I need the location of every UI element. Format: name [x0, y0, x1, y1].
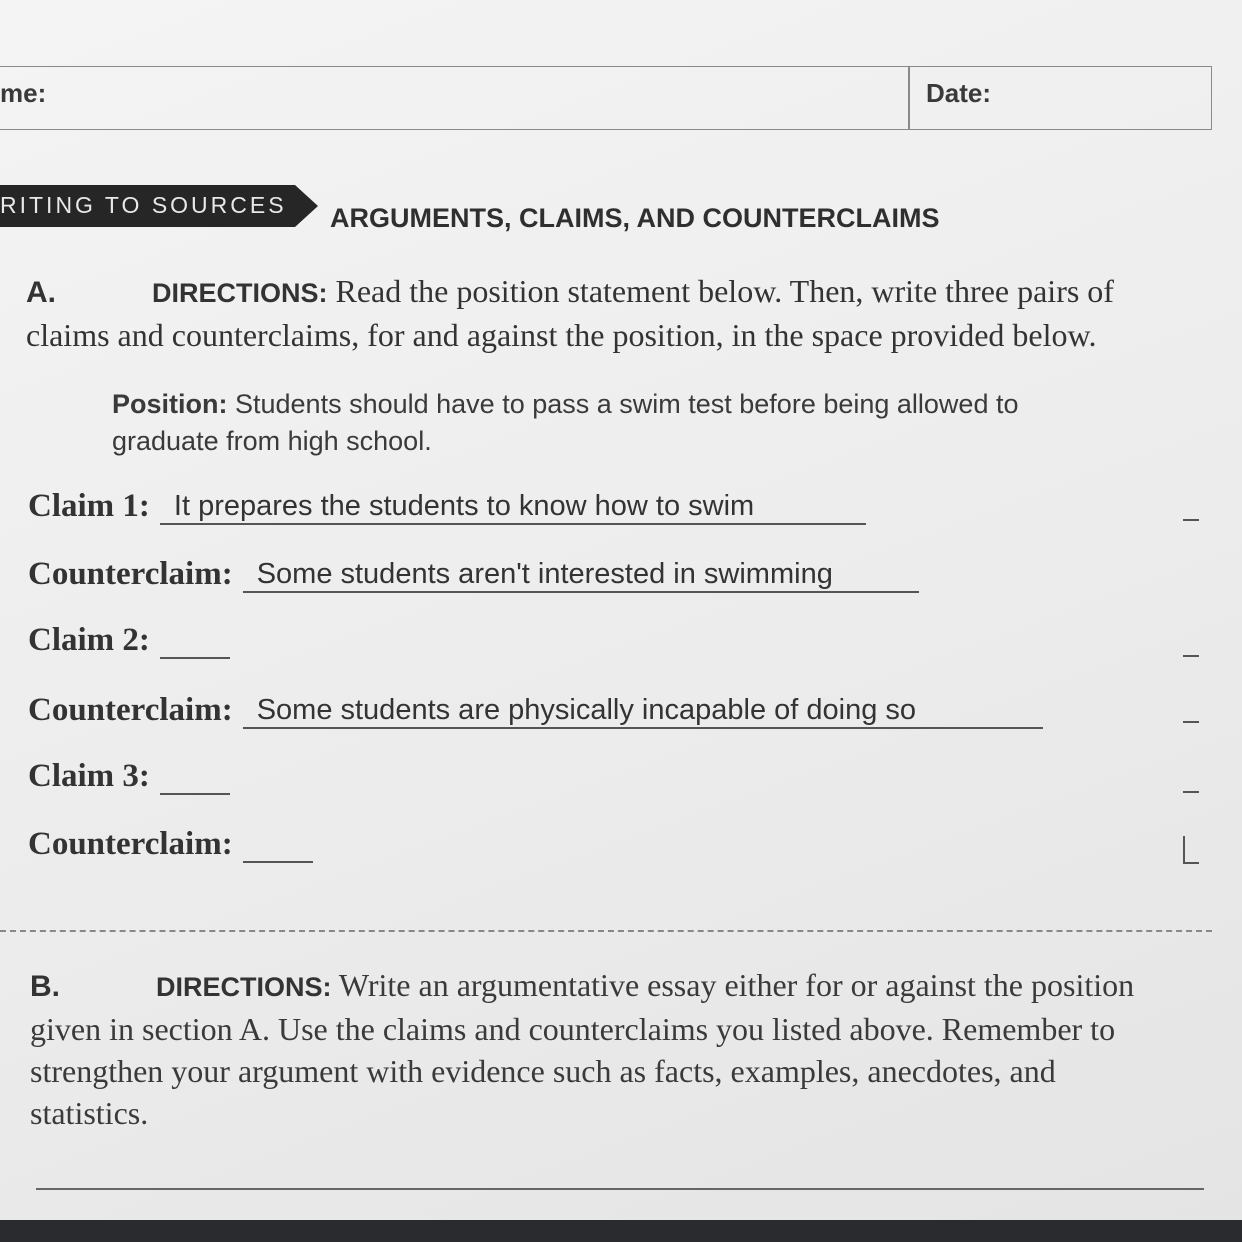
claim-1-answer[interactable]: It prepares the students to know how to swim — [160, 489, 866, 525]
counterclaim-3-row — [28, 826, 313, 866]
name-label: me: — [0, 78, 47, 108]
section-b-directions — [30, 964, 1210, 1134]
position-statement — [112, 386, 1112, 460]
section-b-line1: Write an argumentative essay either for or against the position — [331, 967, 1135, 1003]
section-a-directions — [26, 270, 1206, 356]
claim-2-row — [28, 622, 230, 662]
claim-3-label: Claim 3: — [28, 758, 150, 794]
position-line2: graduate from high school. — [112, 426, 432, 456]
counterclaim-2-label: Counterclaim: — [28, 692, 233, 728]
claim-1-row — [28, 488, 866, 528]
counterclaim-1-answer[interactable]: Some students aren't interested in swimming — [243, 557, 919, 593]
margin-tick — [1183, 655, 1199, 657]
section-a-line2: claims and counterclaims, for and against the position, in the space provided below. — [26, 317, 1097, 353]
claim-2-label: Claim 2: — [28, 622, 150, 658]
date-label: Date: — [926, 78, 992, 108]
section-b-line2: given in section A. Use the claims and counterclaims you listed above. Remember to — [30, 1011, 1116, 1047]
section-a-letter: A. — [26, 276, 56, 309]
position-line1: Students should have to pass a swim test before being allowed to — [227, 389, 1019, 419]
section-a-line1: Read the position statement below. Then, write three pairs of — [327, 273, 1114, 309]
essay-line[interactable] — [36, 1188, 1204, 1190]
section-a-directions-label: DIRECTIONS: — [152, 278, 328, 308]
claim-1-label: Claim 1: — [28, 488, 150, 524]
margin-bracket — [1183, 836, 1185, 864]
header-divider — [908, 66, 910, 130]
worksheet-title: ARGUMENTS, CLAIMS, AND COUNTERCLAIMS — [330, 203, 940, 233]
section-b-line3: strengthen your argument with evidence such as facts, examples, anecdotes, and — [30, 1053, 1056, 1089]
monitor-bezel — [0, 1220, 1242, 1242]
counterclaim-3-answer[interactable] — [243, 827, 313, 863]
position-label: Position: — [112, 389, 228, 419]
margin-bracket — [1183, 862, 1199, 864]
claim-2-answer[interactable] — [160, 623, 230, 659]
margin-tick — [1183, 721, 1199, 723]
section-b-directions-label: DIRECTIONS: — [156, 972, 332, 1002]
counterclaim-3-label: Counterclaim: — [28, 826, 233, 862]
margin-tick — [1183, 519, 1199, 521]
counterclaim-2-row — [28, 692, 1043, 732]
counterclaim-1-label: Counterclaim: — [28, 556, 233, 592]
claim-3-answer[interactable] — [160, 759, 230, 795]
header-box — [0, 66, 1212, 130]
counterclaim-2-answer[interactable]: Some students are physically incapable of doing so — [243, 693, 1043, 729]
section-b-line4: statistics. — [30, 1095, 149, 1131]
margin-tick — [1183, 791, 1199, 793]
counterclaim-1-row — [28, 556, 919, 596]
section-b-letter: B. — [30, 970, 60, 1003]
banner-label: RITING TO SOURCES — [0, 192, 287, 218]
section-separator — [0, 930, 1212, 932]
claim-3-row — [28, 758, 230, 798]
